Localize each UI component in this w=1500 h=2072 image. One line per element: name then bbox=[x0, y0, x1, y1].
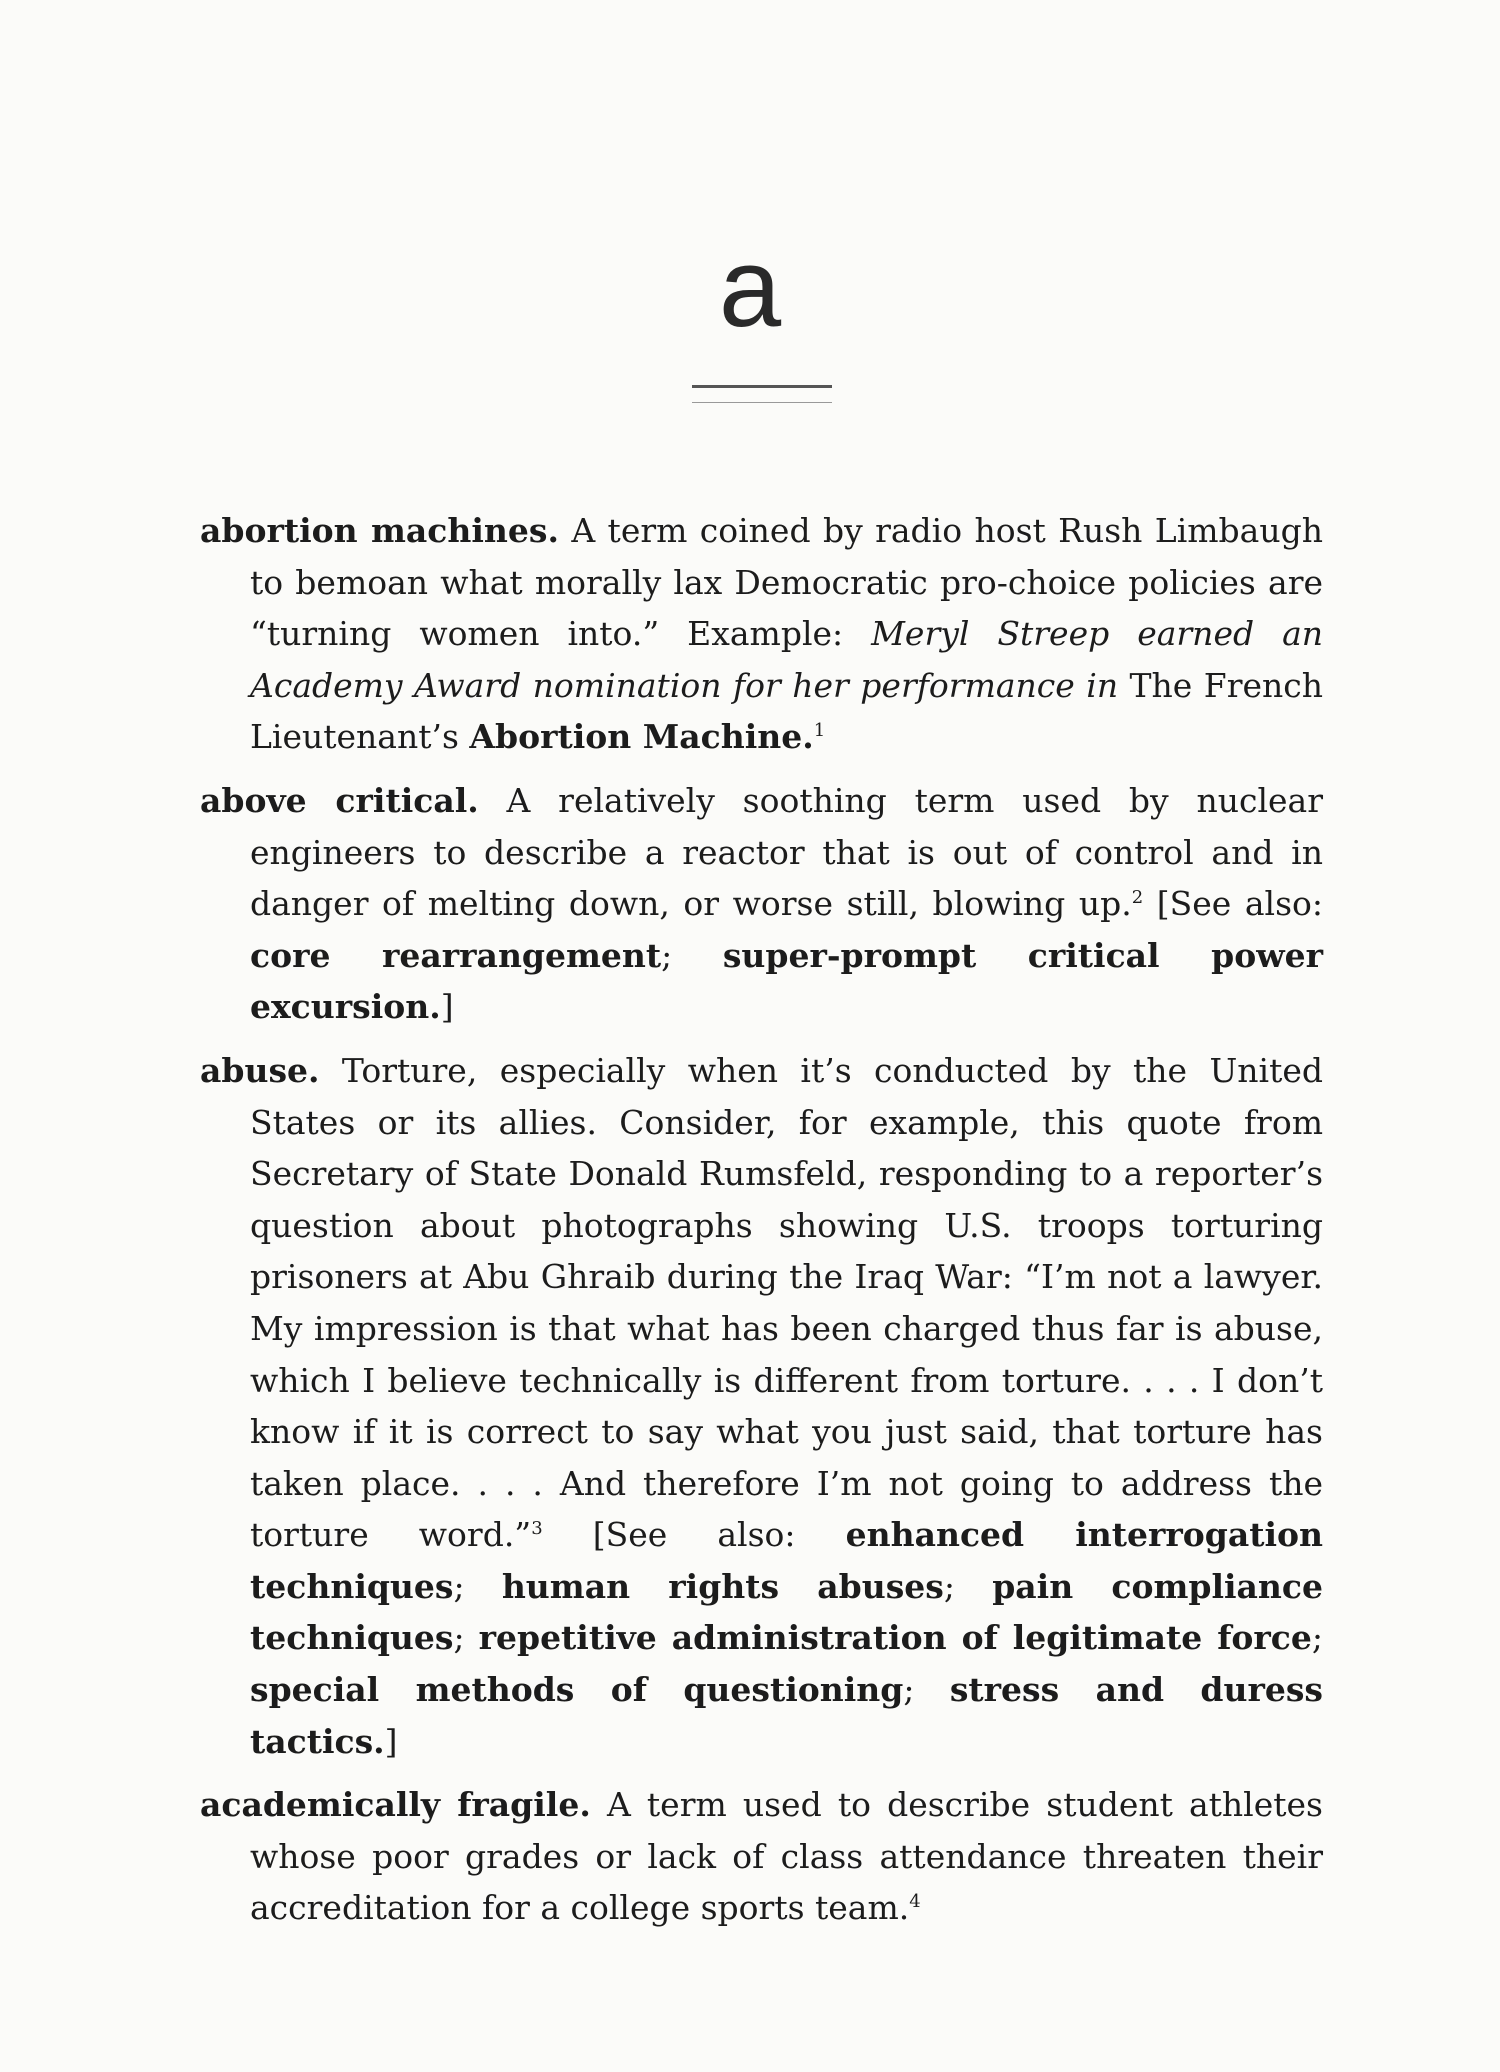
headword: abortion machines. bbox=[200, 511, 559, 550]
see-also-label: [See also: bbox=[542, 1515, 846, 1555]
bracket-close: ] bbox=[384, 1721, 398, 1761]
entry-list bbox=[200, 505, 1323, 1946]
headword: abuse. bbox=[200, 1050, 320, 1090]
separator: ; bbox=[453, 1566, 502, 1606]
cross-reference: pain compliance techniques bbox=[250, 1566, 1324, 1658]
entry-abuse bbox=[200, 1045, 1323, 1767]
separator: ; bbox=[661, 935, 723, 975]
entry-academically-fragile bbox=[200, 1779, 1323, 1934]
separator: ; bbox=[453, 1618, 479, 1658]
separator: ; bbox=[903, 1670, 950, 1710]
entry-abortion-machines bbox=[200, 505, 1323, 763]
example-bold: Abortion Machine. bbox=[469, 717, 814, 757]
section-letter: a bbox=[718, 225, 782, 350]
cross-reference: repetitive administration of legitimate force bbox=[478, 1618, 1312, 1658]
cross-reference: stress and duress tactics. bbox=[250, 1670, 1323, 1761]
footnote-marker: 2 bbox=[1131, 887, 1144, 909]
example-italic: Meryl Streep earned an Academy Award nomination for her performance in bbox=[250, 614, 1323, 705]
definition-text: Torture, especially when it’s conducted by the United States or its allies. Consider, for example, this quote from Secretary of State Donald Rumsfeld, responding to a reporter’s question about photographs showing U.S. troops torturing prisoners at Abu Ghraib during the Iraq War: “I’m not a lawyer. My impression is that what has been charged thus far is abuse, which I believe technically is different from torture. . . . I don’t know if it is correct to say what you just said, that torture has taken place. . . . And therefore I’m not going to address the torture word.” bbox=[250, 1050, 1323, 1555]
example-title: The French Lieutenant’s bbox=[250, 665, 1323, 757]
definition-text: A term coined by radio host Rush Limbaugh to bemoan what morally lax Democratic pro-choice policies are “turning women into.” Example: bbox=[250, 511, 1323, 654]
definition-text: A term used to describe student athletes whose poor grades or lack of class attendance threaten their accreditation for a college sports team. bbox=[250, 1785, 1323, 1928]
section-divider-thin bbox=[692, 402, 832, 403]
separator: ; bbox=[1311, 1618, 1324, 1658]
cross-reference: core rearrangement bbox=[250, 935, 662, 975]
headword: academically fragile. bbox=[200, 1785, 591, 1825]
cross-reference: special methods of questioning bbox=[250, 1670, 904, 1710]
cross-reference: super-prompt critical power excursion. bbox=[250, 935, 1323, 1027]
footnote-marker: 3 bbox=[531, 1518, 543, 1540]
footnote-marker: 1 bbox=[813, 720, 826, 742]
headword: above critical. bbox=[200, 780, 479, 820]
cross-reference: enhanced interrogation techniques bbox=[250, 1515, 1323, 1606]
bracket-close: ] bbox=[440, 987, 454, 1027]
separator: ; bbox=[943, 1566, 993, 1606]
definition-text: A relatively soothing term used by nuclear engineers to describe a reactor that is out of control and in danger of melting down, or worse still, blowing up. bbox=[250, 780, 1323, 924]
section-divider bbox=[692, 385, 832, 388]
footnote-marker: 4 bbox=[909, 1891, 921, 1913]
entry-above-critical bbox=[200, 775, 1323, 1033]
cross-reference: human rights abuses bbox=[501, 1566, 944, 1606]
see-also-label: [See also: bbox=[1143, 884, 1324, 924]
